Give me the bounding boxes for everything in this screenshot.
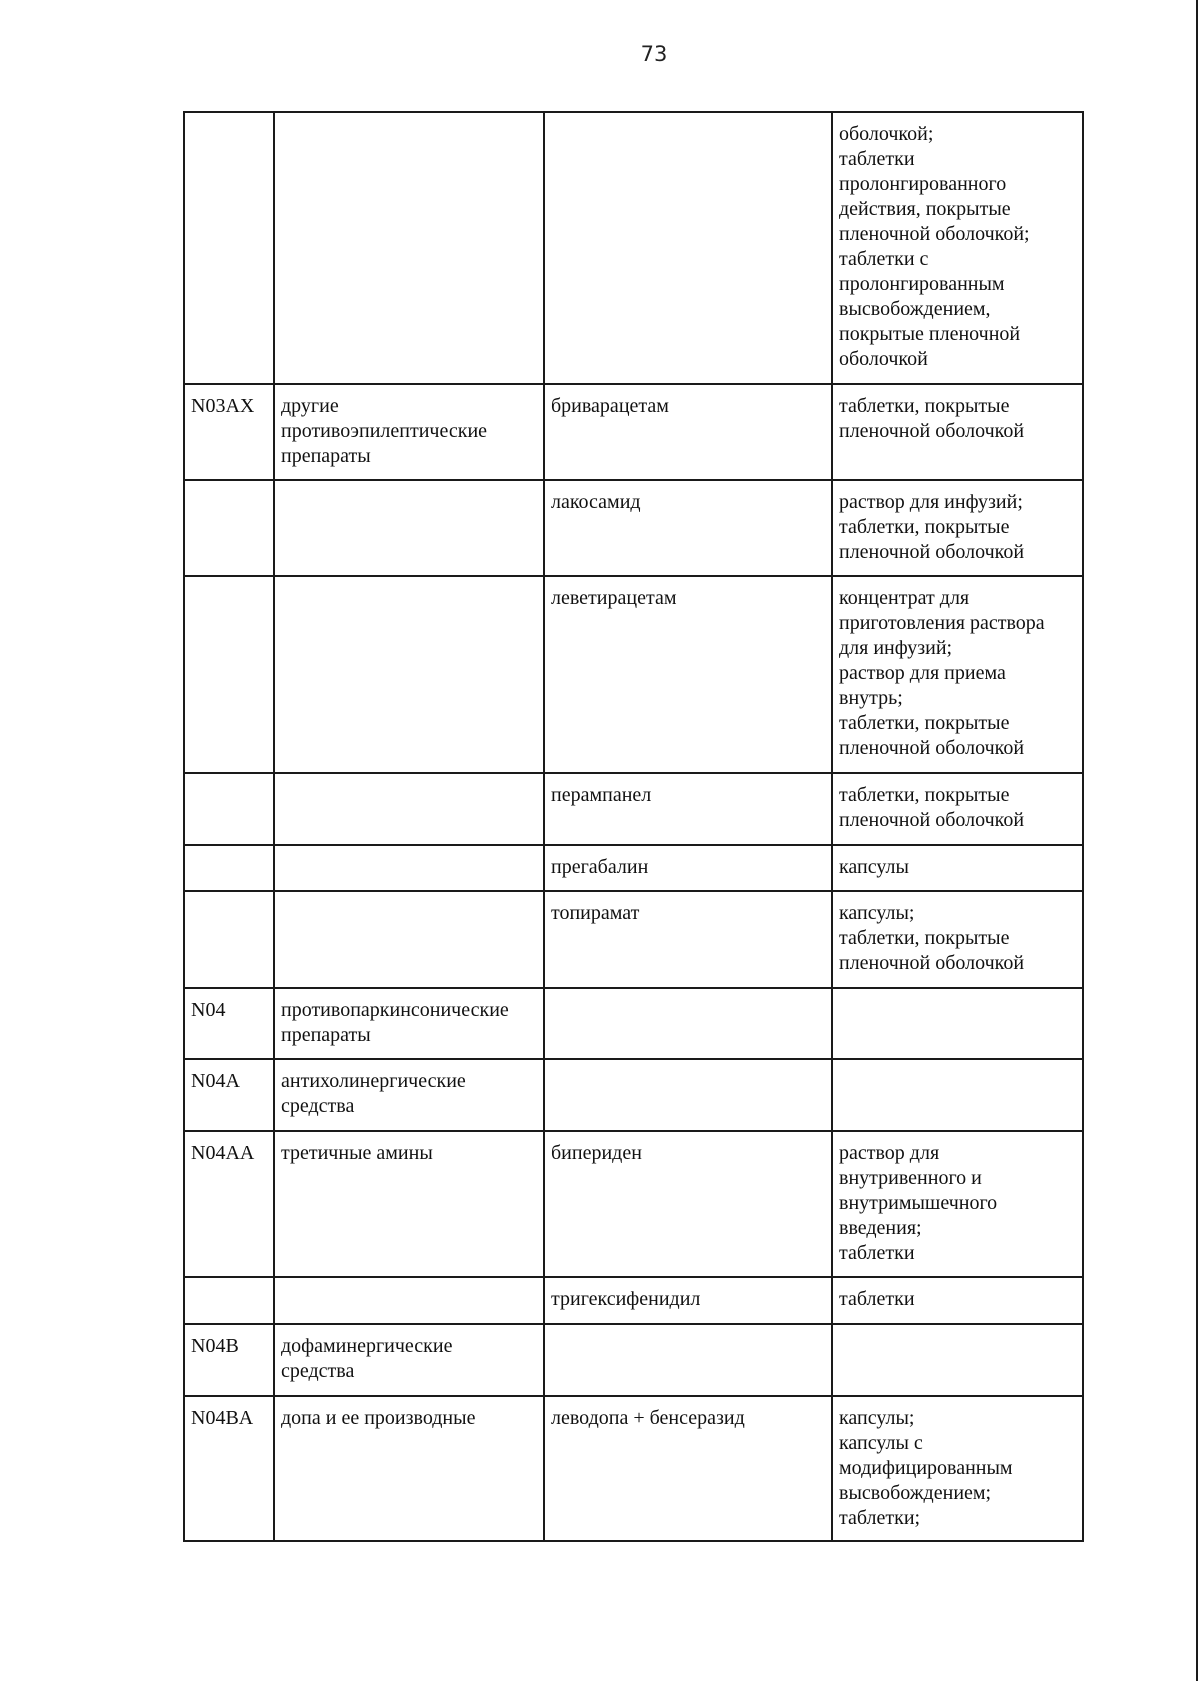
drug-name-cell: [544, 1059, 832, 1131]
atc-code-cell: [184, 576, 274, 773]
dosage-forms-cell: капсулы; таблетки, покрытые пленочной оболочкой: [832, 891, 1083, 988]
drug-name-cell: прегабалин: [544, 845, 832, 891]
dosage-forms-cell: раствор для инфузий; таблетки, покрытые пленочной оболочкой: [832, 480, 1083, 576]
drug-name-cell: леветирацетам: [544, 576, 832, 773]
dosage-forms-cell: оболочкой; таблетки пролонгированного действия, покрытые пленочной оболочкой; таблетки с пролонгированным высвобождением, покрытые пленочной оболочкой: [832, 112, 1083, 384]
group-name-cell: [274, 480, 544, 576]
dosage-forms-cell: [832, 1324, 1083, 1396]
atc-code-cell: N04A: [184, 1059, 274, 1131]
table-row: [184, 988, 1083, 1059]
table-row: [184, 1277, 1083, 1324]
drug-name-cell: тригексифенидил: [544, 1277, 832, 1324]
drug-name-cell: [544, 988, 832, 1059]
dosage-forms-cell: таблетки, покрытые пленочной оболочкой: [832, 773, 1083, 845]
atc-code-cell: [184, 891, 274, 988]
atc-code-cell: N04B: [184, 1324, 274, 1396]
table-row: [184, 773, 1083, 845]
atc-code-cell: [184, 773, 274, 845]
atc-code-cell: [184, 480, 274, 576]
drug-name-cell: [544, 1324, 832, 1396]
medication-table: [183, 111, 1084, 1542]
table-row: [184, 1059, 1083, 1131]
atc-code-cell: N04: [184, 988, 274, 1059]
drug-name-cell: [544, 112, 832, 384]
table-row: [184, 891, 1083, 988]
atc-code-cell: [184, 1277, 274, 1324]
dosage-forms-cell: капсулы; капсулы с модифицированным высвобождением; таблетки;: [832, 1396, 1083, 1541]
dosage-forms-cell: раствор для внутривенного и внутримышечного введения; таблетки: [832, 1131, 1083, 1277]
dosage-forms-cell: [832, 988, 1083, 1059]
atc-code-cell: N03AX: [184, 384, 274, 480]
table-row: [184, 384, 1083, 480]
atc-code-cell: [184, 845, 274, 891]
dosage-forms-cell: таблетки: [832, 1277, 1083, 1324]
table-row: [184, 1396, 1083, 1541]
table-row: [184, 1324, 1083, 1396]
group-name-cell: антихолинергические средства: [274, 1059, 544, 1131]
scan-edge-line: [1196, 0, 1198, 1681]
atc-code-cell: N04BA: [184, 1396, 274, 1541]
atc-code-cell: N04AA: [184, 1131, 274, 1277]
group-name-cell: противопаркинсонические препараты: [274, 988, 544, 1059]
table-row: [184, 576, 1083, 773]
group-name-cell: допа и ее производные: [274, 1396, 544, 1541]
dosage-forms-cell: таблетки, покрытые пленочной оболочкой: [832, 384, 1083, 480]
group-name-cell: [274, 891, 544, 988]
atc-code-cell: [184, 112, 274, 384]
group-name-cell: другие противоэпилептические препараты: [274, 384, 544, 480]
group-name-cell: [274, 112, 544, 384]
table-row: [184, 845, 1083, 891]
drug-name-cell: лакосамид: [544, 480, 832, 576]
dosage-forms-cell: [832, 1059, 1083, 1131]
page-number: 73: [640, 42, 668, 66]
dosage-forms-cell: концентрат для приготовления раствора для инфузий; раствор для приема внутрь; таблетки, покрытые пленочной оболочкой: [832, 576, 1083, 773]
group-name-cell: [274, 773, 544, 845]
group-name-cell: дофаминергические средства: [274, 1324, 544, 1396]
drug-name-cell: топирамат: [544, 891, 832, 988]
group-name-cell: [274, 1277, 544, 1324]
group-name-cell: третичные амины: [274, 1131, 544, 1277]
drug-name-cell: бриварацетам: [544, 384, 832, 480]
table-row: [184, 480, 1083, 576]
dosage-forms-cell: капсулы: [832, 845, 1083, 891]
table-row: [184, 1131, 1083, 1277]
group-name-cell: [274, 845, 544, 891]
table-row: [184, 112, 1083, 384]
group-name-cell: [274, 576, 544, 773]
drug-name-cell: бипериден: [544, 1131, 832, 1277]
drug-name-cell: леводопа + бенсеразид: [544, 1396, 832, 1541]
drug-name-cell: перампанел: [544, 773, 832, 845]
